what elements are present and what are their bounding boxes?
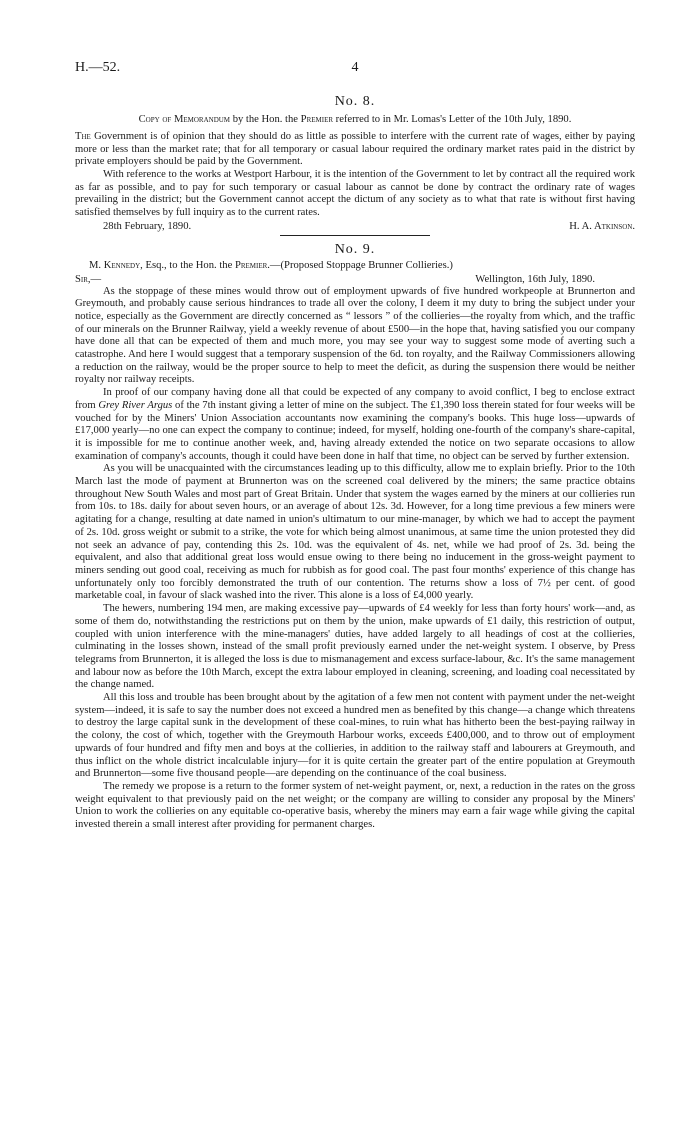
page-number: 4 xyxy=(351,60,359,75)
heading-mid: , Esq., to the Hon. the xyxy=(140,259,233,271)
memo8-date: 28th February, 1890. xyxy=(103,220,192,232)
memo8-paragraph-2: With reference to the works at Westport Harbour, it is the intention of the Government to let by contract all the required work as far as possible, and to pay for such temporary or casual labour as cannot be done by contract the ordinary rate of wages prevailing in the district; but the Government cannot accept the dictum of any society as to what that rate is without first having satisfied themselves by full inquiry as to the current rates. xyxy=(75,168,635,219)
caption-rest: referred to in Mr. Lomas's Letter of the 10th July, 1890. xyxy=(335,114,572,125)
caption-memorandum: Memorandum xyxy=(173,114,231,125)
salutation-row xyxy=(75,273,635,286)
heading-kennedy: Kennedy xyxy=(103,259,141,271)
memo8-paragraph-1-text: Government is of opinion that they should do as little as possible to interfere with the current rate of wages, either by paying more or less than the market rate; that for all temporary or casual labour required the ordinary market rates paid in the district by private employers should be paid by the Government. xyxy=(75,130,635,168)
memo8-signature-row xyxy=(75,220,635,233)
letter9-paragraph-6: The remedy we propose is a return to the former system of net-weight payment, or, next, a reduction in the rates on the gross weight equivalent to that previously paid on the net weight; or the company are willing to consider any proposal by the Miners' Union to work the collieries on any equitable co-operative basis, whereby the miners may earn a fair wage while giving the capital invested therein a small interest after providing for permanent charges. xyxy=(75,780,635,831)
caption-premier: Premier xyxy=(300,114,334,125)
caption-lead: Copy of xyxy=(138,114,172,125)
place-date: Wellington, 16th July, 1890. xyxy=(475,273,595,285)
lead-word: The xyxy=(75,130,91,142)
section-divider xyxy=(280,235,430,236)
memo8-signature: H. A. Atkinson. xyxy=(569,220,635,232)
paragraph-2-part-b: of the 7th instant giving a letter of mine on the subject. The £1,390 loss therein stated for four weeks will be vouched for by the Miners' Union Association accountants now examining the company's books. This huge loss—upwards of £17,000 yearly—no one can expect the company to continue; indeed, for myself, holding one-fourth of the company's share-capital, it is impossible for me to continue another week, and, having already extended the notice on two separate occasions to allow examination of company's accounts, though it could have been done in half that time, no object can be served by further extension. xyxy=(75,399,635,462)
salutation: Sir,— xyxy=(75,273,102,285)
letter9-paragraph-3: As you will be unacquainted with the circumstances leading up to this difficulty, allow me to explain briefly. Prior to the 10th March last the mode of payment at Brunnerton was on the screened coal delivered by the miners; the same practice obtains throughout New South Wales and most part of Great Britain. Under that system the wages earned by the miners at our collieries run from 10s. to 18s. daily for about seven hours, or an average of about 12s. 3d. However, for a long time previous a few miners were agitating for a change, resulting at date named in union's ultimatum to our mine-manager, by which we had to accept the payment of 2s. 10d. gross weight or submit to a strike, the vote for which being almost unanimous, at same time the union protested they did not seek an advance of pay, contending this 2s. 10d. was the equivalent of 4s. net, while we had proof of 2s. 3d. being the equivalent, and also that additional great loss would ensue owing to there being no inducement in the gross-weight payment to miners sending out good coal, receiving as much for rubbish as for good coal. The past four months' experience of this change has unfortunately only too forcibly demonstrated the truth of our contention. The returns show a loss of 7½ per cent. of good marketable coal, in favour of slack washed into the river. This alone is a loss of £4,000 yearly. xyxy=(75,463,635,602)
document-page xyxy=(75,60,635,832)
letter9-title: No. 9. xyxy=(334,241,376,257)
newspaper-name: Grey River Argus xyxy=(98,399,173,411)
letter9-paragraph-5: All this loss and trouble has been brought about by the agitation of a few men not content with payment under the net-weight system—indeed, it is safe to say the number does not exceed a hundred men as benefited by this change—a change which threatens to destroy the large capital sunk in the development of these coal-mines, to ruin what has hitherto been the best-paying railway in the colony, the cost of which, together with the Greymouth Harbour works, exceeds £400,000, and to throw out of employment upwards of four hundred and fifty men and boys at the collieries, in addition to the railway staff and labourers at Greymouth, and thus inflict on the whole district incalculable injury—for it is quite certain the greater part of the entire population at Greymouth and Brunnerton—some five thousand people—are depending on the continuance of the coal business. xyxy=(75,692,635,780)
memo8-paragraph-1 xyxy=(75,131,635,169)
page-header xyxy=(75,60,635,80)
heading-post: .—(Proposed Stoppage Brunner Collieries.) xyxy=(267,259,453,271)
caption-mid: by the Hon. the xyxy=(232,114,299,125)
letter9-paragraph-1: As the stoppage of these mines would throw out of employment upwards of five hundred workpeople at Brunnerton and Greymouth, and probably cause serious hindrances to trade all over the colony, I deem it my duty to bring the subject under your notice, especially as the Government are directly concerned as “ lessors ” of the collieries—the royalty from which, and the traffic of our minerals on the Brunner Railway, yield a weekly revenue of about £500—in the hope that, having satisfied you our company have done all that can be expected of them and much more, you may see your way to suggest some mode of averting such a catastrophe. And here I would suggest that a temporary suspension of the 6d. ton royalty, and the Railway Commissioners allowing a reduction on the railway, would be the proper source to help to meet the deficit, as during the suspension there would be neither royalty nor railway receipts. xyxy=(75,285,635,386)
memo8-title: No. 8. xyxy=(334,94,376,109)
paper-reference: H.—52. xyxy=(75,60,121,75)
letter9-paragraph-2 xyxy=(75,387,635,463)
heading-pre: M. xyxy=(89,259,102,271)
memo8-caption xyxy=(75,114,635,127)
letter9-heading xyxy=(75,260,635,273)
paragraph-2-part-a: In proof of our company having done all that could be expected of any company to avoid conflict, I beg to enclose extract from xyxy=(75,387,635,411)
letter9-paragraph-4: The hewers, numbering 194 men, are making excessive pay—upwards of £4 weekly for less than forty hours' work—and, as some of them do, notwithstanding the restrictions put on them by the union, make upwards of £1 daily, this restriction of output, coupled with union interference with the mine-managers' duties, have added largely to all headings of cost at the collieries, culminating in the losses shown, instead of the small profit previously earned under the net-weight system. I observe, by Press telegrams from Brunnerton, it is alleged the loss is due to mismanagement and excess surface-labour, &c. It's the same management and labour now as before the 10th March, except the extra labour employed in cleaning, screening, and loading coal necessitated by the change named. xyxy=(75,603,635,691)
heading-premier: Premier xyxy=(234,259,268,271)
